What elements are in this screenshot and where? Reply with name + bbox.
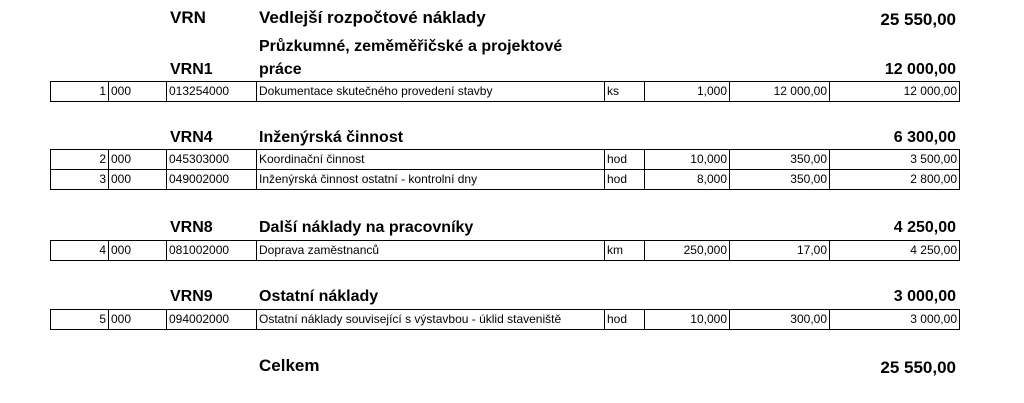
row-number: 4 xyxy=(99,243,106,257)
vrn-header-title: Vedlejší rozpočtové náklady xyxy=(259,8,486,27)
section-vrn1-code: VRN1 xyxy=(170,61,213,78)
row-description: Koordinační činnost xyxy=(256,150,604,169)
row-quantity: 250,000 xyxy=(644,241,729,260)
row-description: Dokumentace skutečného provedení stavby xyxy=(256,82,604,101)
table-row xyxy=(50,170,960,190)
section-vrn9-code: VRN9 xyxy=(170,288,213,305)
row-unit: km xyxy=(604,241,644,260)
row-unit-price: 12 000,00 xyxy=(729,82,829,101)
row-unit-price: 17,00 xyxy=(729,241,829,260)
section-vrn1-sum: 12 000,00 xyxy=(884,61,956,78)
row-category: 000 xyxy=(108,170,166,189)
section-vrn9-title: Ostatní náklady xyxy=(259,288,379,305)
section-vrn4-code: VRN4 xyxy=(170,129,213,146)
section-vrn1-title-line2: práce xyxy=(259,61,302,78)
section-vrn8-sum: 4 250,00 xyxy=(893,219,956,236)
section-vrn8-code: VRN8 xyxy=(170,219,213,236)
row-code: 081002000 xyxy=(166,241,256,260)
table-row xyxy=(50,149,960,170)
row-code: 013254000 xyxy=(166,82,256,101)
row-quantity: 10,000 xyxy=(644,150,729,169)
row-total: 4 250,00 xyxy=(829,241,959,260)
row-total: 3 500,00 xyxy=(829,150,959,169)
row-description: Inženýrská činnost ostatní - kontrolní dny xyxy=(256,170,604,189)
row-number: 1 xyxy=(99,84,106,98)
row-total: 12 000,00 xyxy=(829,82,959,101)
table-row xyxy=(50,240,960,261)
section-vrn9-sum: 3 000,00 xyxy=(893,288,956,305)
total-sum: 25 550,00 xyxy=(880,358,956,377)
row-number: 2 xyxy=(99,152,106,166)
row-quantity: 1,000 xyxy=(644,82,729,101)
row-unit-price: 350,00 xyxy=(729,170,829,189)
row-quantity: 8,000 xyxy=(644,170,729,189)
row-category: 000 xyxy=(108,241,166,260)
row-total: 2 800,00 xyxy=(829,170,959,189)
vrn-header-code: VRN xyxy=(170,8,206,27)
row-code: 049002000 xyxy=(166,170,256,189)
table-row xyxy=(50,309,960,330)
row-total: 3 000,00 xyxy=(829,310,959,329)
section-vrn1-title-line1: Průzkumné, zeměměřičské a projektové xyxy=(259,38,563,55)
row-unit-price: 350,00 xyxy=(729,150,829,169)
row-code: 045303000 xyxy=(166,150,256,169)
row-category: 000 xyxy=(108,82,166,101)
row-unit: hod xyxy=(604,310,644,329)
row-description: Doprava zaměstnanců xyxy=(256,241,604,260)
row-category: 000 xyxy=(108,150,166,169)
row-unit-price: 300,00 xyxy=(729,310,829,329)
row-number: 5 xyxy=(99,312,106,326)
row-code: 094002000 xyxy=(166,310,256,329)
row-description: Ostatní náklady související s výstavbou - úklid staveniště xyxy=(256,310,604,329)
row-unit: hod xyxy=(604,150,644,169)
section-vrn4-sum: 6 300,00 xyxy=(893,129,956,146)
section-vrn8-title: Další náklady na pracovníky xyxy=(259,219,474,236)
row-category: 000 xyxy=(108,310,166,329)
row-quantity: 10,000 xyxy=(644,310,729,329)
row-number: 3 xyxy=(99,172,106,186)
row-unit: ks xyxy=(604,82,644,101)
section-vrn4-title: Inženýrská činnost xyxy=(259,129,404,146)
table-row xyxy=(50,81,960,102)
vrn-header-sum: 25 550,00 xyxy=(880,10,956,29)
row-unit: hod xyxy=(604,170,644,189)
total-label: Celkem xyxy=(259,356,320,375)
